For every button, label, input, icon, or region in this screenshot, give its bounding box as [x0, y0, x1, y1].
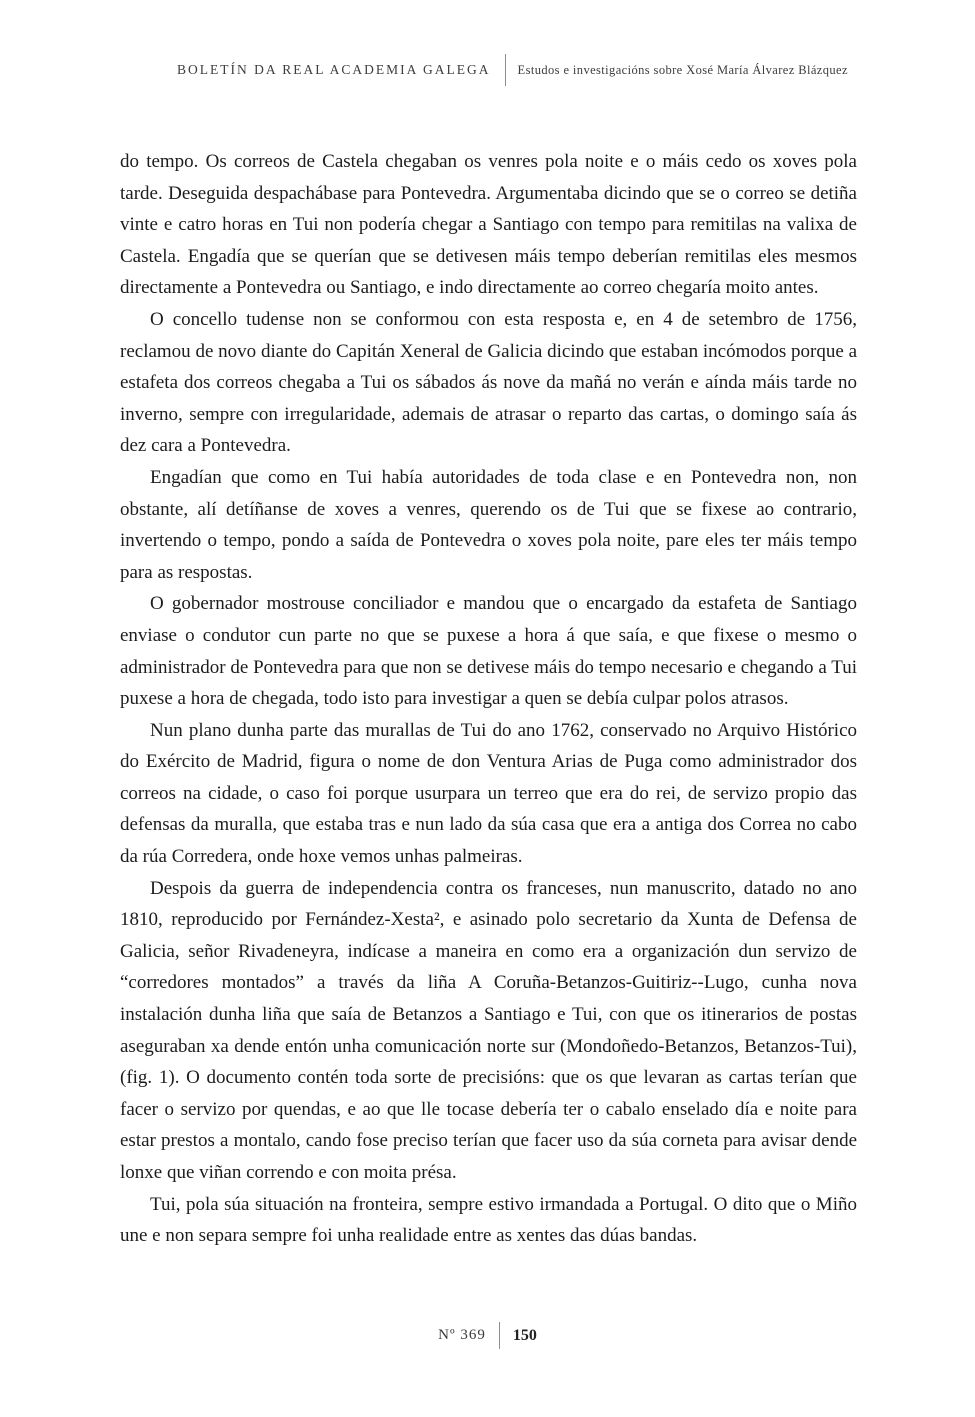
footer-divider — [499, 1322, 500, 1349]
page-header — [0, 54, 975, 86]
header-divider — [505, 54, 506, 86]
paragraph: O concello tudense non se conformou con esta resposta e, en 4 de setembro de 1756, reclamou de novo diante do Capitán Xeneral de Galicia dicindo que estaban incómodos porque a estafeta dos correos chegaba a Tui os sábados ás nove da mañá no verán e aínda máis tarde no inverno, sempre con irregularidade, ademais de atrasar o reparto das cartas, o domingo saía ás dez cara a Pontevedra. — [120, 308, 857, 457]
page-footer — [0, 1322, 975, 1349]
paragraph: Engadían que como en Tui había autoridades de toda clase e en Pontevedra non, non obstante, alí detíñanse de xoves a venres, querendo os de Tui que se fixese ao contrario, invertendo o tempo, pondo a saída de Pontevedra o xoves pola noite, pare eles ter máis tempo para as respostas. — [120, 466, 857, 583]
paragraph: Despois da guerra de independencia contra os franceses, nun manuscrito, datado no ano 1810, reproducido por Fernández-Xesta², e asinado polo secretario da Xunta de Defensa de Galicia, señor Rivadeneyra, indícase a maneira en como era a organización dun servizo de “corredores montados” a través da liña A Coruña-Betanzos-Guitiriz--Lugo, cunha nova instalación dunha liña que saía de Betanzos a Santiago e Tui, con que os itinerarios de postas aseguraban xa dende entón unha comunicación norte sur (Mondoñedo-Betanzos, Betanzos-Tui), (fig. 1). O documento contén toda sorte de precisións: que os que levaran as cartas terían que facer o servizo por quendas, e ao que lle tocase debería ter o cabalo enselado día e noite para estar prestos a montalo, cando fose preciso terían que facer uso da súa corneta para avisar dende lonxe que viñan correndo e con moita présa. — [120, 877, 857, 1183]
paragraph: Tui, pola súa situación na fronteira, sempre estivo irmandada a Portugal. O dito que o Miño une e non separa sempre foi unha realidade entre as xentes das dúas bandas. — [120, 1193, 857, 1247]
paragraph: O gobernador mostrouse conciliador e mandou que o encargado da estafeta de Santiago enviase o condutor cun parte no que se puxese a hora á que saía, e que fixese o mesmo o administrador de Pontevedra para que non se detivese máis do tempo necesario e chegando a Tui puxese a hora de chegada, todo isto para investigar a quen se debía culpar polos atrasos. — [120, 593, 857, 710]
journal-title: BOLETÍN DA REAL ACADEMIA GALEGA — [177, 62, 491, 77]
section-title: Estudos e investigacións sobre Xosé María Álvarez Blázquez — [517, 62, 848, 77]
page-number: 150 — [512, 1326, 537, 1344]
issue-number: Nº 369 — [438, 1327, 486, 1343]
page-body — [120, 146, 857, 1252]
paragraph: Nun plano dunha parte das murallas de Tui do ano 1762, conservado no Arquivo Histórico do Exército de Madrid, figura o nome de don Ventura Arias de Puga como administrador dos correos na cidade, o caso foi porque usurpara un terreo que era do rei, de servizo propio das defensas da muralla, que estaba tras e nun lado da súa casa que era a antiga dos Correa no cabo da rúa Corredera, onde hoxe vemos unhas palmeiras. — [120, 719, 857, 868]
paragraph: do tempo. Os correos de Castela chegaban os venres pola noite e o máis cedo os xoves pola tarde. Deseguida despachábase para Pontevedra. Argumentaba dicindo que se o correo se detiña vinte e catro horas en Tui non podería chegar a Santiago con tempo para remitilas na valixa de Castela. Engadía que se querían que se detivesen máis tempo deberían remitilas eles mesmos directamente a Pontevedra ou Santiago, e indo directamente ao correo chegaría moito antes. — [120, 151, 857, 299]
